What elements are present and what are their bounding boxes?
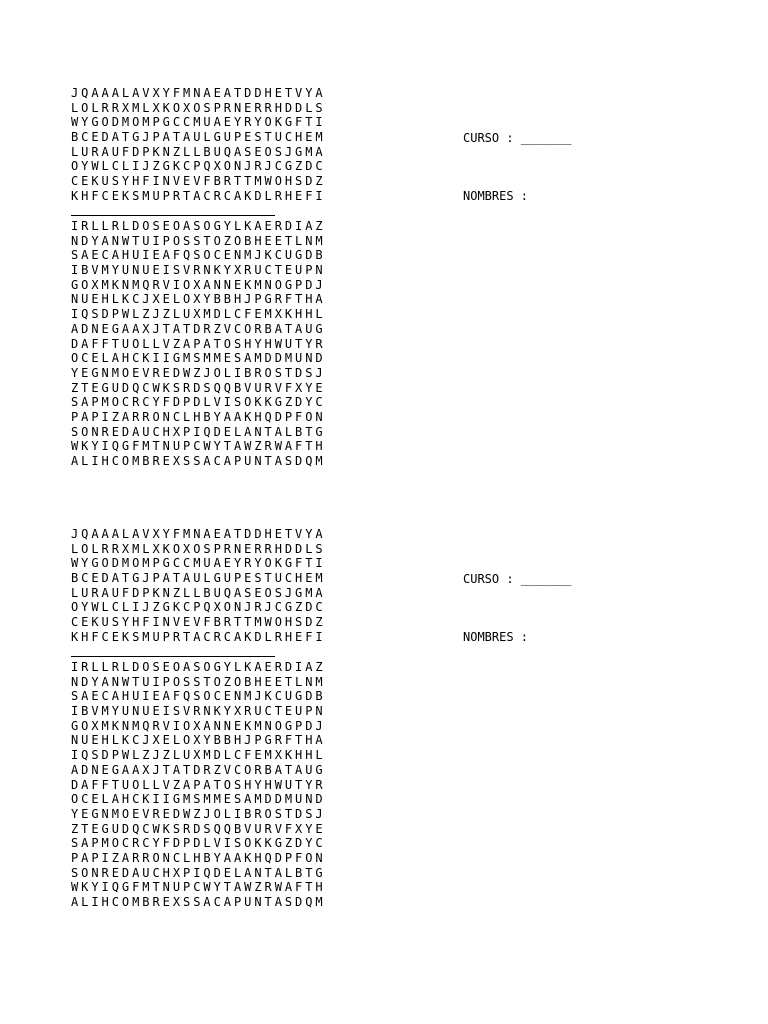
grid-row: YEGNMOEVREDWZJOLIBROSTDSJ [71,365,326,380]
grid-row: OCELAHCKIIGMSMMESAMDDMUND [71,792,326,807]
grid-row: PAPIZARRONCLHBYAAKHQDPFON [71,409,326,424]
nombres-label: NOMBRES : [463,630,529,644]
grid-row: WYGODMOMPGCCMUAEYRYOKGFTI [71,556,326,571]
grid-row: KHFCEKSMUPRTACRCAKDLRHEFI [71,188,326,203]
grid-row: BCEDATGJPATAULGUPESTUCHEM [71,571,326,586]
grid-row: PAPIZARRONCLHBYAAKHQDPFON [71,850,326,865]
grid-row: CEKUSYHFINVEVFBRTTMWOHSDZ [71,174,326,189]
word-grid-bottom [71,660,326,910]
word-grid-bottom [71,219,326,469]
curso-label: CURSO : _______ [463,572,572,586]
grid-row: KHFCEKSMUPRTACRCAKDLRHEFI [71,629,326,644]
grid-row: SAECAHUIEAFQSOCENMJKCUGDB [71,248,326,263]
grid-row: SAECAHUIEAFQSOCENMJKCUGDB [71,689,326,704]
word-grid-top [71,86,326,204]
grid-row: NUEHLKCJXELOXYBBHJPGRFTHA [71,292,326,307]
grid-row: IBVMYUNUEISVRNKYXRUCTEUPN [71,704,326,719]
grid-row: IBVMYUNUEISVRNKYXRUCTEUPN [71,263,326,278]
grid-row: LURAUFDPKNZLLBUQASEOSJGMA [71,144,326,159]
grid-row: IQSDPWLZJZLUXMDLCFEMXKHHL [71,748,326,763]
grid-row: WKYIQGFMTNUPCWYTAWZRWAFTH [71,439,326,454]
divider-line [71,215,275,216]
word-grid-top [71,527,326,645]
grid-row: WYGODMOMPGCCMUAEYRYOKGFTI [71,115,326,130]
curso-label: CURSO : _______ [463,131,572,145]
grid-row: OCELAHCKIIGMSMMESAMDDMUND [71,351,326,366]
grid-row: SONREDAUCHXPIQDELANTALBTG [71,865,326,880]
grid-row: DAFFTUOLLVZAPATOSHYHWUTYR [71,777,326,792]
grid-row: SAPMOCRCYFDPDLVISOKKGZDYC [71,395,326,410]
divider-line [71,656,275,657]
grid-row: OYWLCLIJZGKCPQXONJRJCGZDC [71,600,326,615]
grid-row: JQAAALAVXYFMNAEATDDHETVYA [71,527,326,541]
grid-row: ADNEGAAXJTATDRZVCORBATAUG [71,762,326,777]
grid-row: IRLLRLDOSEOASOGYLKAERDIAZ [71,219,326,233]
grid-row: SAPMOCRCYFDPDLVISOKKGZDYC [71,836,326,851]
grid-row: ALIHCOMBREXSSACAPUNTASDQM [71,895,326,909]
grid-row: NDYANWTUIPOSSTOZOBHEETLNM [71,674,326,689]
grid-row: LURAUFDPKNZLLBUQASEOSJGMA [71,585,326,600]
grid-row: CEKUSYHFINVEVFBRTTMWOHSDZ [71,615,326,630]
grid-row: OYWLCLIJZGKCPQXONJRJCGZDC [71,159,326,174]
grid-row: ADNEGAAXJTATDRZVCORBATAUG [71,321,326,336]
grid-row: GOXMKNMQRVIOXANNEKMNOGPDJ [71,718,326,733]
grid-row: ALIHCOMBREXSSACAPUNTASDQM [71,454,326,468]
grid-row: LOLRRXMLXKOXOSPRNERRHDDLS [71,100,326,115]
grid-row: NDYANWTUIPOSSTOZOBHEETLNM [71,233,326,248]
grid-row: IQSDPWLZJZLUXMDLCFEMXKHHL [71,307,326,322]
grid-row: JQAAALAVXYFMNAEATDDHETVYA [71,86,326,100]
grid-row: SONREDAUCHXPIQDELANTALBTG [71,424,326,439]
grid-row: DAFFTUOLLVZAPATOSHYHWUTYR [71,336,326,351]
nombres-label: NOMBRES : [463,189,529,203]
grid-row: BCEDATGJPATAULGUPESTUCHEM [71,130,326,145]
grid-row: WKYIQGFMTNUPCWYTAWZRWAFTH [71,880,326,895]
grid-row: YEGNMOEVREDWZJOLIBROSTDSJ [71,806,326,821]
grid-row: GOXMKNMQRVIOXANNEKMNOGPDJ [71,277,326,292]
grid-row: ZTEGUDQCWKSRDSQQBVURVFXYE [71,821,326,836]
grid-row: IRLLRLDOSEOASOGYLKAERDIAZ [71,660,326,674]
grid-row: LOLRRXMLXKOXOSPRNERRHDDLS [71,541,326,556]
grid-row: ZTEGUDQCWKSRDSQQBVURVFXYE [71,380,326,395]
grid-row: NUEHLKCJXELOXYBBHJPGRFTHA [71,733,326,748]
